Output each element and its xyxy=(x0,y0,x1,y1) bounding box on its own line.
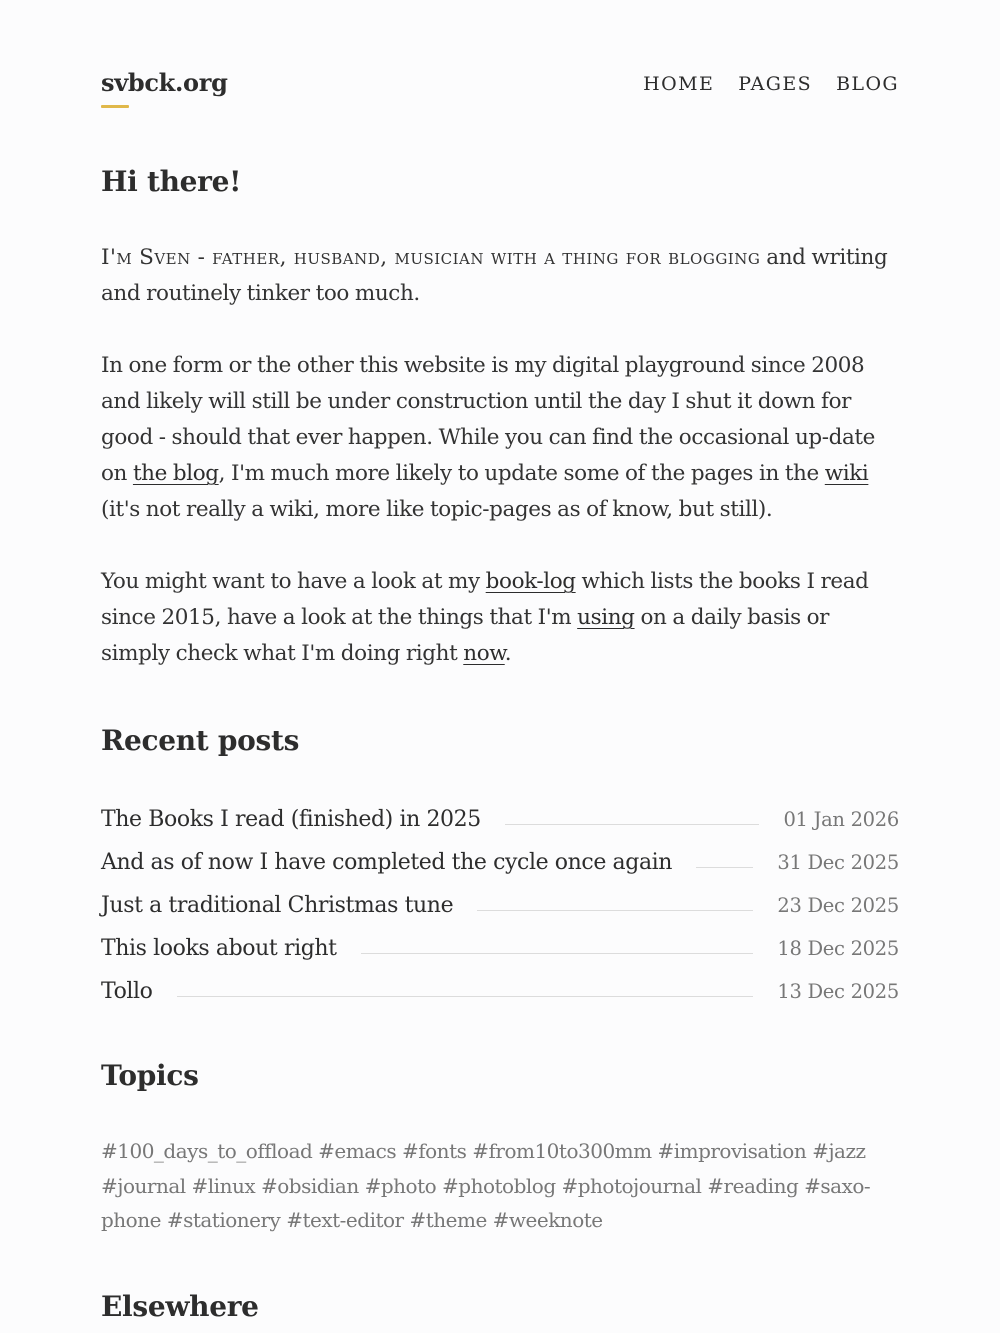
topic-tag-link[interactable]: #obsidian xyxy=(260,1173,359,1198)
post-title-link[interactable]: Just a traditional Christmas tune xyxy=(101,893,454,918)
now-link[interactable]: now xyxy=(463,641,505,666)
intro-smallcaps-text: I'm Sven - father, husband, musician with a thing for blogging xyxy=(101,245,761,270)
post-date: 01 Jan 2026 xyxy=(783,808,899,831)
topic-tag-link[interactable]: #100_days_to_offload xyxy=(101,1139,313,1163)
site-logo-link[interactable]: svbck.org xyxy=(101,68,228,97)
topic-tag-link[interactable]: #reading xyxy=(707,1173,799,1198)
topic-tag-link[interactable]: #fonts xyxy=(401,1139,467,1163)
topic-tag-link[interactable]: #photojournal xyxy=(561,1173,702,1198)
book-log-link[interactable]: book-log xyxy=(485,569,576,594)
main-nav xyxy=(643,73,899,95)
topics-tag-list xyxy=(101,1134,891,1238)
the-blog-link[interactable]: the blog xyxy=(132,461,219,486)
topics-heading: Topics xyxy=(101,1059,199,1092)
topic-tag-link[interactable]: #photoblog xyxy=(442,1173,556,1198)
post-leader-line xyxy=(505,824,760,825)
nav-blog[interactable]: BLOG xyxy=(836,73,899,95)
post-date: 23 Dec 2025 xyxy=(777,894,899,917)
post-leader-line xyxy=(177,996,754,997)
recent-posts-list xyxy=(101,798,899,1013)
intro-paragraph-1-rest: and writing and routinely tinker too much. xyxy=(101,245,888,306)
post-row xyxy=(101,884,899,927)
intro-heading: Hi there! xyxy=(101,165,242,198)
topic-tag-link[interactable]: #weeknote xyxy=(492,1208,603,1232)
intro-p2-text-b: , I'm much more likely to update some of the pages in the xyxy=(218,461,825,486)
wiki-link[interactable]: wiki xyxy=(824,461,869,486)
elsewhere-heading: Elsewhere xyxy=(101,1290,259,1323)
post-date: 18 Dec 2025 xyxy=(777,937,899,960)
intro-p2-text-a: In one form or the other this website is my digital playground since 2008 and likely will still be under construction until the day I shut it down for good - should that ever happen. While you can find the occasional up-date on xyxy=(101,353,875,486)
topic-tag-link[interactable]: #jazz xyxy=(812,1139,866,1163)
topic-tag-link[interactable]: #stationery xyxy=(166,1208,281,1232)
nav-home[interactable]: HOME xyxy=(643,73,715,95)
topic-tag-link[interactable]: #journal xyxy=(101,1173,186,1198)
post-date: 31 Dec 2025 xyxy=(777,851,899,874)
post-leader-line xyxy=(361,953,754,954)
post-leader-line xyxy=(696,867,753,868)
post-title-link[interactable]: Tollo xyxy=(101,979,153,1004)
intro-paragraph-2 xyxy=(101,348,899,528)
logo-accent-bar xyxy=(101,105,129,108)
post-leader-line xyxy=(477,910,753,911)
post-row xyxy=(101,970,899,1013)
topic-tag-link[interactable]: #linux xyxy=(191,1173,256,1198)
post-title-link[interactable]: This looks about right xyxy=(101,936,337,961)
post-row xyxy=(101,927,899,970)
topic-tag-link[interactable]: #emacs xyxy=(318,1139,397,1163)
using-link[interactable]: using xyxy=(577,605,635,630)
recent-posts-heading: Recent posts xyxy=(101,724,300,757)
post-title-link[interactable]: The Books I read (finished) in 2025 xyxy=(101,807,481,832)
post-date: 13 Dec 2025 xyxy=(777,980,899,1003)
intro-p2-text-c: (it's not really a wiki, more like topic-pages as of know, but still). xyxy=(101,497,773,522)
site-header xyxy=(101,68,899,118)
intro-paragraph-1 xyxy=(101,240,899,312)
intro-p3-text-a: You might want to have a look at my xyxy=(101,569,486,594)
topic-tag-link[interactable]: #from10to300mm xyxy=(472,1139,652,1163)
topic-tag-link[interactable]: #saxo-phone xyxy=(101,1173,871,1232)
post-row xyxy=(101,841,899,884)
intro-p3-text-d: . xyxy=(504,641,512,666)
nav-pages[interactable]: PAGES xyxy=(738,73,813,95)
post-row xyxy=(101,798,899,841)
post-title-link[interactable]: And as of now I have completed the cycle once again xyxy=(101,850,673,875)
topic-tag-link[interactable]: #photo xyxy=(364,1173,437,1198)
intro-paragraph-3 xyxy=(101,564,899,672)
topic-tag-link[interactable]: #improvisation xyxy=(657,1139,807,1163)
topic-tag-link[interactable]: #text-editor xyxy=(286,1208,404,1232)
intro-p3-text-c: on a daily basis or simply check what I'm doing right xyxy=(101,605,830,666)
intro-p3-text-b: which lists the books I read since 2015, have a look at the things that I'm xyxy=(101,569,869,630)
topic-tag-link[interactable]: #theme xyxy=(409,1208,487,1232)
